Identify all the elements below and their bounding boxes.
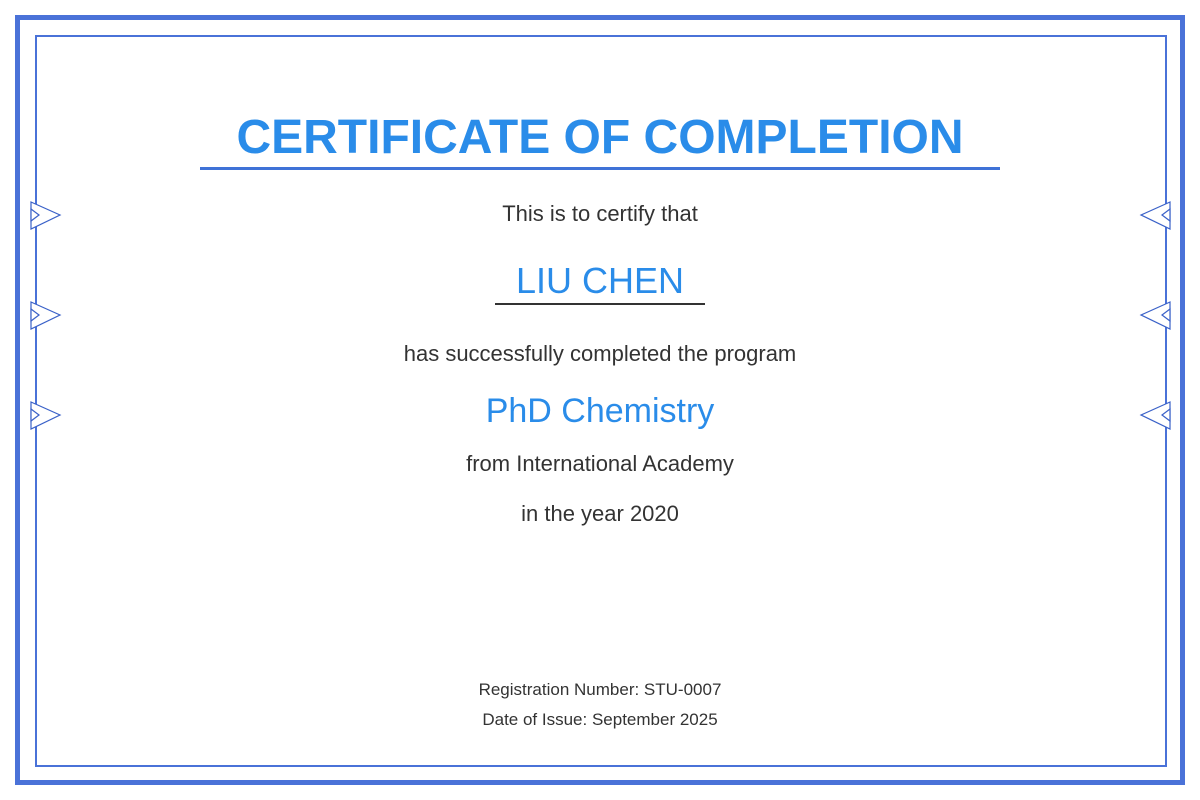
institution-text: from International Academy [466,451,734,476]
completion-text: has successfully completed the program [403,341,797,366]
recipient-name-area [200,258,1000,308]
right-pointing-triangle-icon [29,399,61,431]
left-pointing-triangle-icon [1140,199,1172,231]
completion-year: in the year 2020 [521,501,679,526]
registration-number: Registration Number: STU-0007 [478,680,722,699]
certify-text: This is to certify that [502,201,698,226]
right-pointing-triangle-icon [29,299,61,331]
issue-date: Date of Issue: September 2025 [482,710,718,729]
program-name: PhD Chemistry [485,392,715,430]
certificate-title: CERTIFICATE OF COMPLETION [200,108,1000,170]
left-pointing-triangle-icon [1140,299,1172,331]
right-pointing-triangle-icon [29,199,61,231]
left-pointing-triangle-icon [1140,399,1172,431]
recipient-name: LIU CHEN [495,258,705,305]
